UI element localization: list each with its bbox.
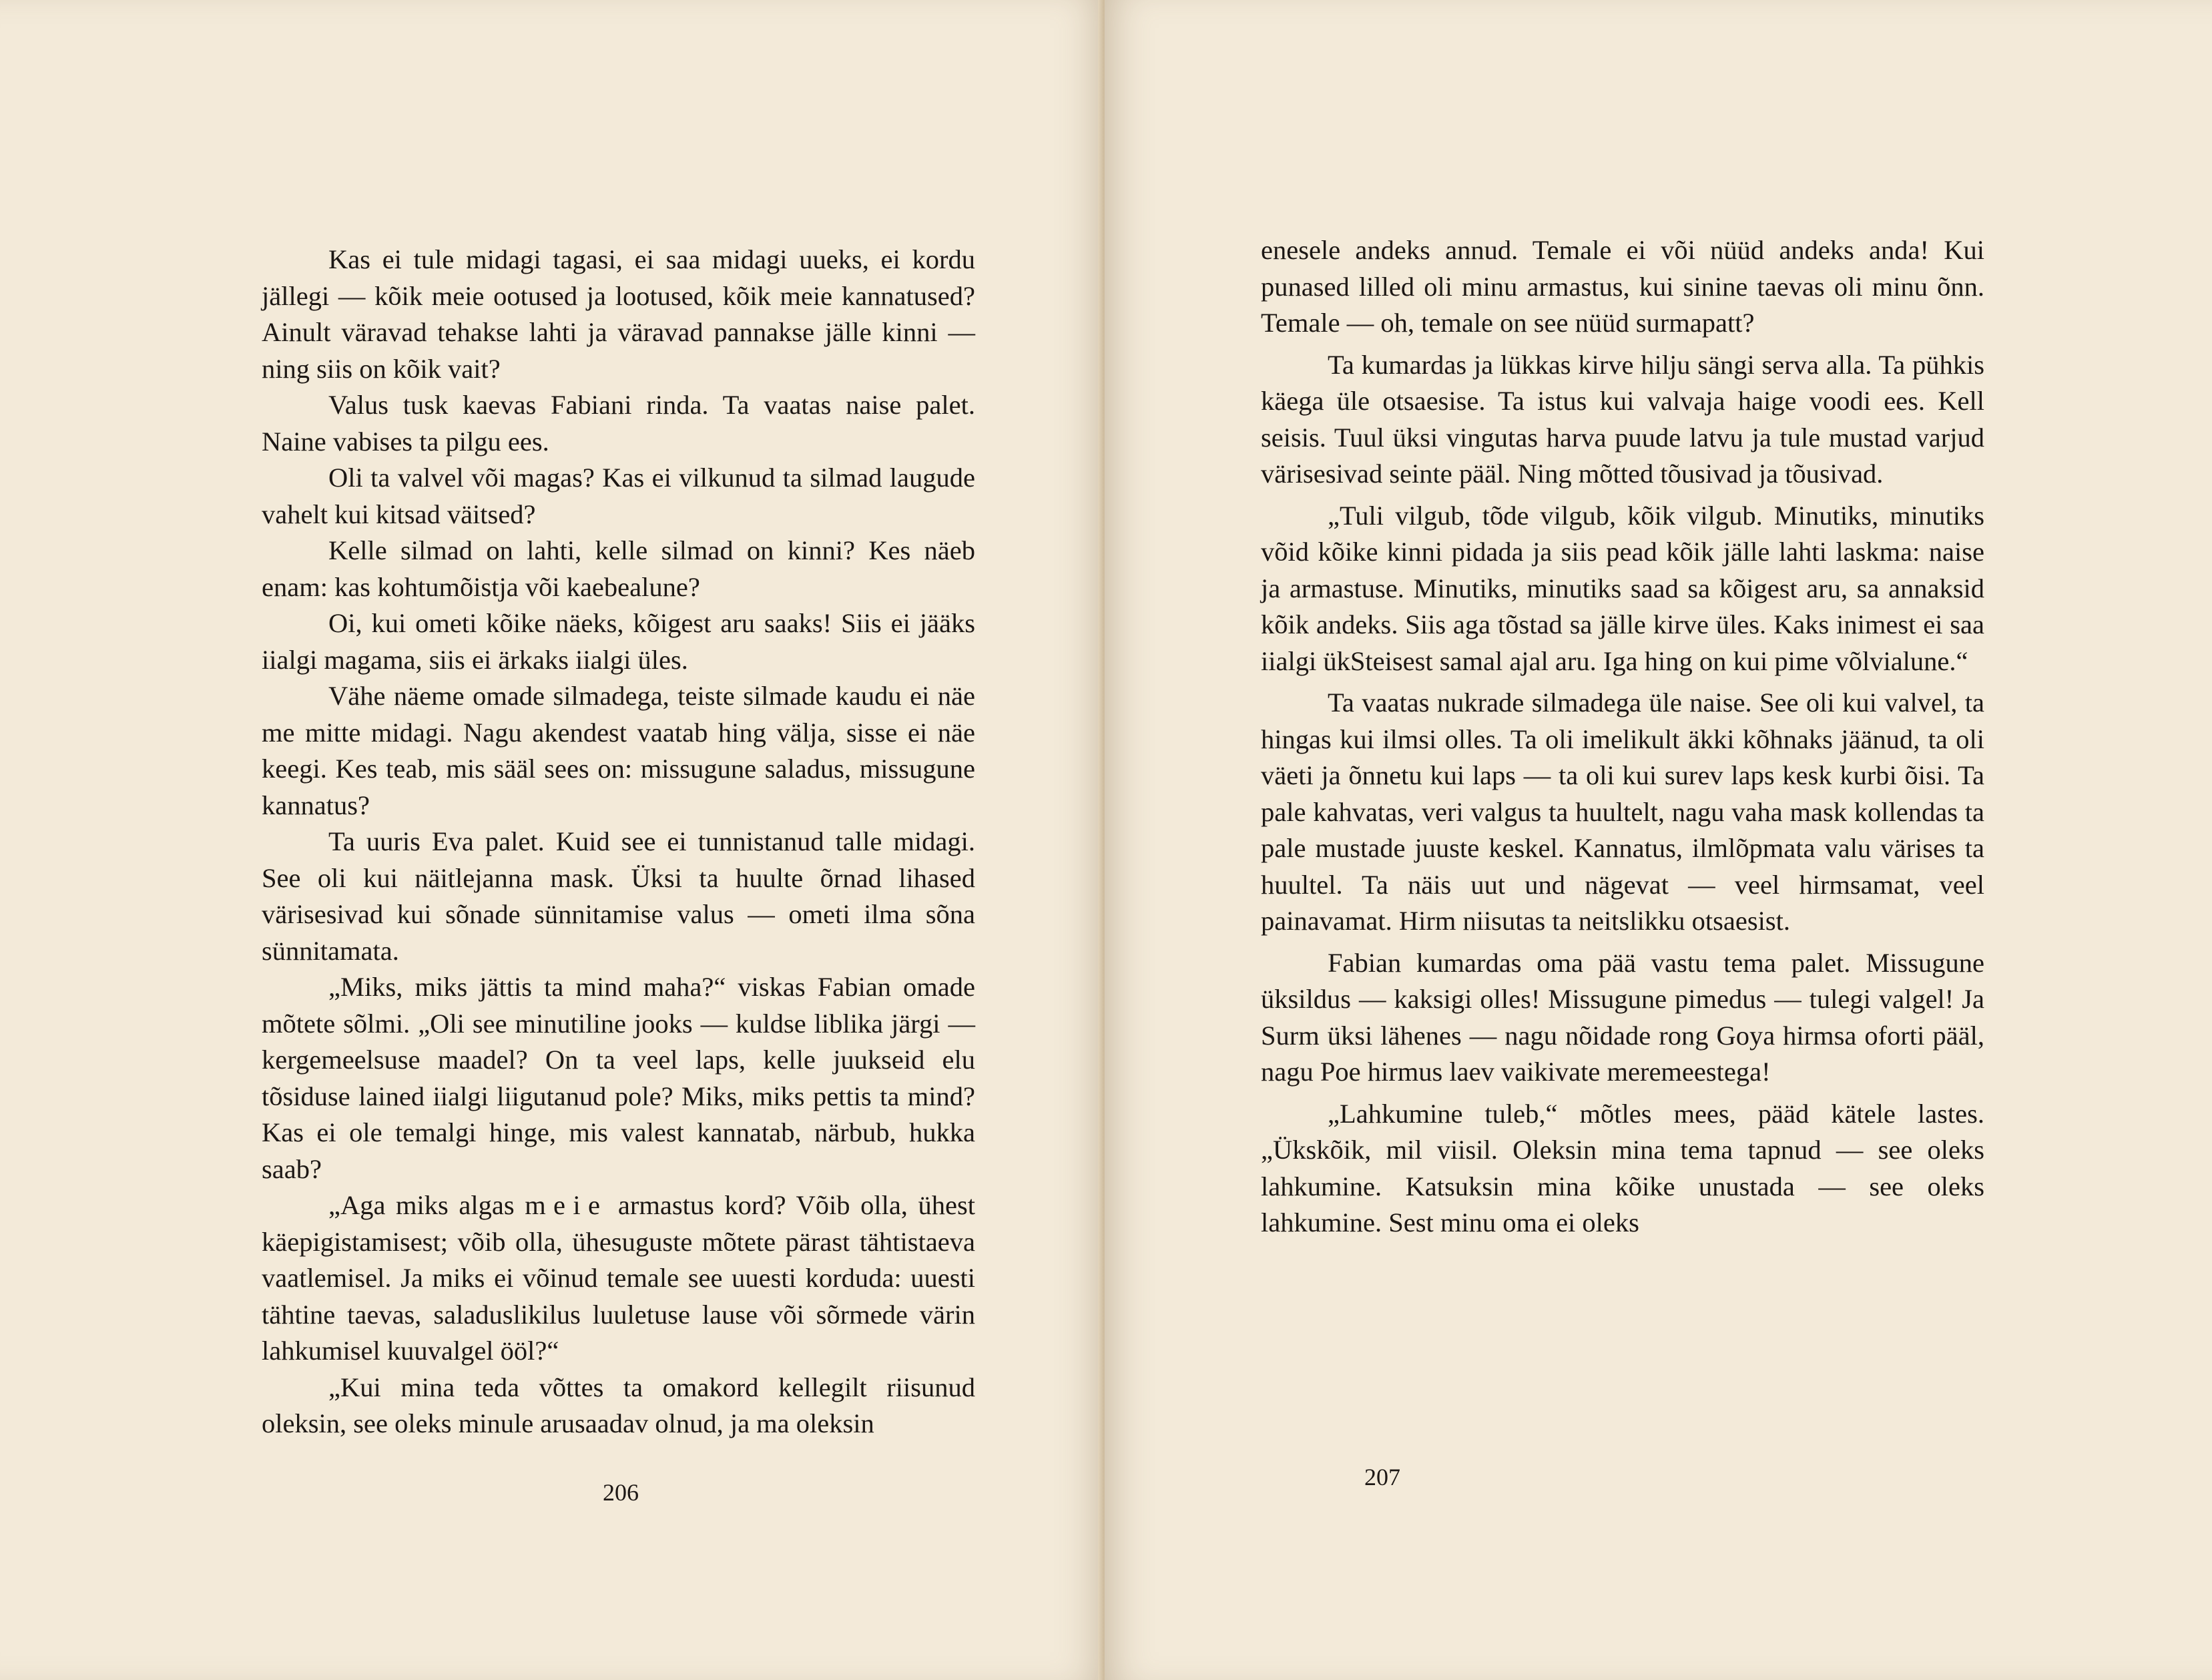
- paragraph: Ta kumardas ja lükkas kirve hilju sängi serva alla. Ta pühkis käega üle otsaesise. Ta istus kui valvaja haige voodi ees. Kell seisis. Tuul üksi vingutas harva puude latvu ja tule mustad varjud värisesivad seinte pääl. Ning mõtted tõusivad ja tõusivad.: [1261, 349, 1984, 489]
- paragraph: enesele andeks annud. Temale ei või nüüd andeks anda! Kui punased lilled oli minu armastus, kui sinine taevas oli minu õnn. Temale — oh, temale on see nüüd surmapatt?: [1261, 235, 1984, 338]
- page-number: 207: [1364, 1464, 1400, 1490]
- paragraph: Kas ei tule midagi tagasi, ei saa midagi uueks, ei kordu jällegi — kõik meie ootused ja lootused, kõik meie kannatused? Ainult väravad tehakse lahti ja väravad pannakse jälle kinni — ning siis on kõik vait?: [262, 244, 975, 384]
- paragraph: Oi, kui ometi kõike näeks, kõigest aru saaks! Siis ei jääks iialgi magama, siis ei ärkaks iialgi üles.: [262, 608, 975, 675]
- right-page: [1105, 0, 2212, 1680]
- left-page: [0, 0, 1105, 1680]
- spaced-emphasis-word: meie: [525, 1190, 608, 1220]
- paragraph: [262, 1187, 975, 1370]
- paragraph: Ta vaatas nukrade silmadega üle naise. See oli kui valvel, ta hingas kui ilmsi olles. Ta oli imelikult äkki kõhnaks jäänud, ta oli väeti ja õnnetu kui laps — ta oli kui surev laps kesk kurbi õisi. Ta pale kahvatas, veri valgus ta huultelt, nagu vaha mask kollendas ta pale mustade juuste keskel. Kannatus, ilmlõpmata valu värises ta huultel. Ta näis uut und nägevat — veel hirmsamat, veel painavamat. Hirm niisutas ta neitslikku otsaesist.: [1261, 687, 1984, 936]
- right-page-text: [1261, 232, 1984, 1241]
- paragraph: Valus tusk kaevas Fabiani rinda. Ta vaatas naise palet. Naine vabises ta pilgu ees.: [262, 390, 975, 457]
- paragraph-start: „Aga miks algas: [328, 1190, 515, 1220]
- paragraph: Fabian kumardas oma pää vastu tema palet. Missugune üksildus — kaksigi olles! Missugune pimedus — tulegi valgel! Ja Surm üksi lähenes — nagu nõidade rong Goya hirmsa oforti pääl, nagu Poe hirmus laev vaikivate meremeestega!: [1261, 947, 1984, 1087]
- paragraph: „Tuli vilgub, tõde vilgub, kõik vilgub. Minutiks, minutiks võid kõike kinni pidada ja siis pead kõik jälle lahti laskma: naise ja armastuse. Minutiks, minutiks saad sa kõigest aru, sa annaksid kõik andeks. Siis aga tõstad sa jälle kirve üles. Kaks inimest ei saa iialgi ükSteisest samal ajal aru. Iga hing on kui pime võlvialune.“: [1261, 500, 1984, 676]
- paragraph: Kelle silmad on lahti, kelle silmad on kinni? Kes näeb enam: kas kohtumõistja või kaebealune?: [262, 535, 975, 602]
- paragraph: „Kui mina teda võttes ta omakord kellegilt riisunud oleksin, see oleks minule arusaadav olnud, ja ma oleksin: [262, 1372, 975, 1438]
- page-number: 206: [603, 1479, 639, 1506]
- paragraph: „Lahkumine tuleb,“ mõtles mees, pääd kätele lastes. „Ükskõik, mil viisil. Oleksin mina tema tapnud — see oleks lahkumine. Katsuksin mina kõike unustada — see oleks lahkumine. Sest minu oma ei oleks: [1261, 1098, 1984, 1237]
- left-page-text: [262, 242, 975, 1442]
- paragraph: „Miks, miks jättis ta mind maha?“ viskas Fabian omade mõtete sõlmi. „Oli see minutiline jooks — kuldse liblika järgi — kergemeelsuse maadel? On ta veel laps, kelle juukseid elu tõsiduse lained iialgi liigutanud pole? Miks, miks pettis ta mind? Kas ei ole temalgi hinge, mis valest kannatab, närbub, hukka saab?: [262, 972, 975, 1184]
- paragraph: Vähe näeme omade silmadega, teiste silmade kaudu ei näe me mitte midagi. Nagu akendest vaatab hing välja, sisse ei näe keegi. Kes teab, mis sääl sees on: missugune saladus, missugune kannatus?: [262, 681, 975, 820]
- paragraph-rest: armastus kord? Võib olla, ühest käepigistamisest; võib olla, ühesuguste mõtete pärast tähtistaeva vaatlemisel. Ja miks ei võinud temale see uuesti korduda: uuesti tähtine taevas, saladuslikilus luuletuse lause või sõrmede värin lahkumisel kuuvalgel ööl?“: [262, 1190, 976, 1366]
- paragraph: Ta uuris Eva palet. Kuid see ei tunnistanud talle midagi. See oli kui näitlejanna mask. Üksi ta huulte õrnad lihased värisesivad kui sõnade sünnitamise valus — ometi ilma sõna sünnitamata.: [262, 826, 975, 966]
- paragraph: Oli ta valvel või magas? Kas ei vilkunud ta silmad laugude vahelt kui kitsad väitsed?: [262, 463, 975, 529]
